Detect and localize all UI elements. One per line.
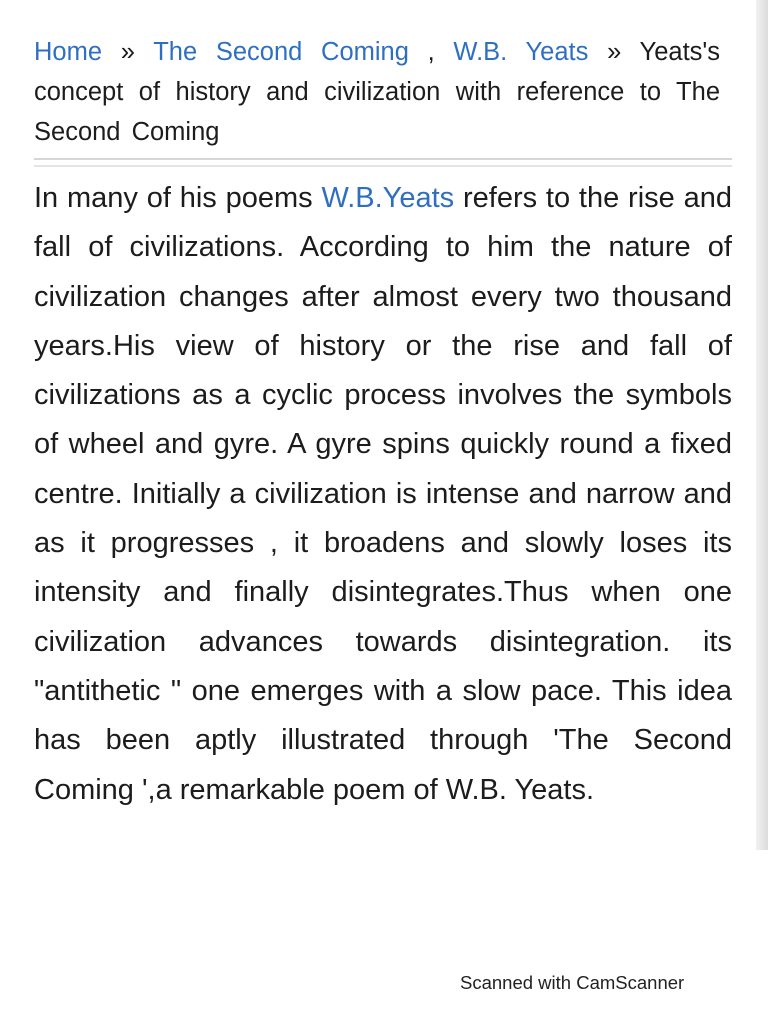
article-intro: In many of his poems xyxy=(34,182,313,214)
breadcrumb-home-link[interactable]: Home xyxy=(34,38,103,66)
breadcrumb xyxy=(34,32,720,152)
breadcrumb-separator: » xyxy=(120,38,135,66)
page-edge-shadow xyxy=(756,0,768,850)
breadcrumb-separator: » xyxy=(607,38,622,66)
section-divider xyxy=(34,158,732,167)
article-body-text: refers to the rise and fall of civilizations. According to him the nature of civilization changes after almost every two thousand years.His view of history or the rise and fall of civilizations as a cyclic process involves the symbols of wheel and gyre. A gyre spins quickly round a fixed centre. Initially a civilization is intense and narrow and as it progresses , it broadens and slowly loses its intensity and finally disintegrates.Thus when one civilization advances towards disintegration. its "antithetic " one emerges with a slow pace. This idea has been aptly illustrated through 'The Second Coming ',a remarkable poem of W.B. Yeats. xyxy=(34,182,732,806)
breadcrumb-poem-link[interactable]: The Second Coming xyxy=(153,38,409,66)
scanner-watermark: Scanned with CamScanner xyxy=(460,972,685,993)
breadcrumb-current-title: Yeats's concept of history and civilization with reference to The Second Coming xyxy=(34,38,721,146)
breadcrumb-author-link[interactable]: W.B. Yeats xyxy=(453,38,589,66)
article-paragraph xyxy=(34,174,732,815)
author-link[interactable]: W.B.Yeats xyxy=(321,182,455,214)
breadcrumb-comma: , xyxy=(427,38,435,66)
